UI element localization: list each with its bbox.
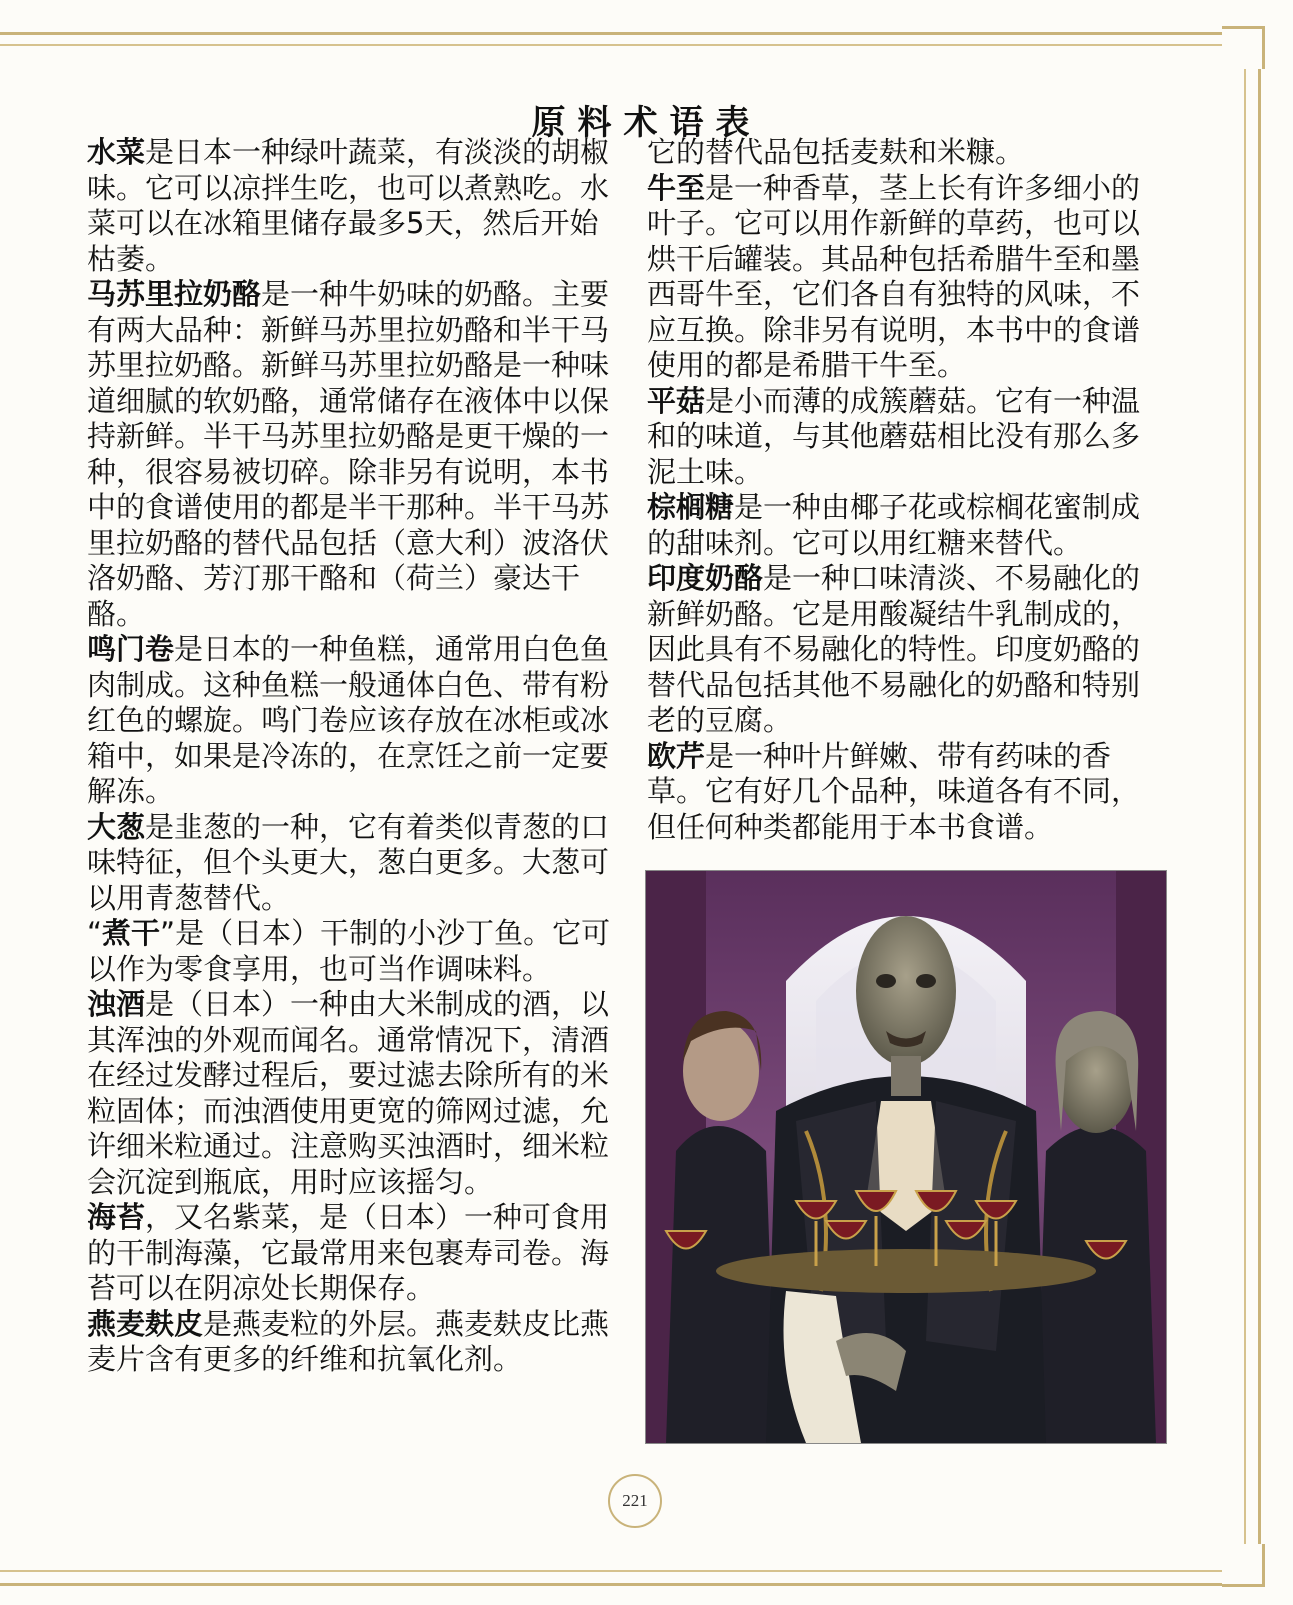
entry-term: 煮干 bbox=[102, 916, 161, 950]
entry-text: 是日本的一种鱼糕，通常用白色鱼肉制成。这种鱼糕一般通体白色、带有粉红色的螺旋。鸣门卷应该存放在冰柜或冰箱中，如果是冷冻的，在烹饪之前一定要解冻。 bbox=[87, 632, 610, 808]
entry-term: 鸣门卷 bbox=[87, 632, 175, 666]
glossary-right-column bbox=[647, 135, 1142, 845]
glossary-entry bbox=[647, 561, 1142, 739]
entry-term: 海苔 bbox=[87, 1200, 146, 1234]
entry-text: 是日本一种绿叶蔬菜，有淡淡的胡椒味。它可以凉拌生吃，也可以煮熟吃。水菜可以在冰箱里储存最多5天，然后开始枯萎。 bbox=[87, 135, 610, 276]
entry-term: 水菜 bbox=[87, 135, 146, 169]
entry-term: 印度奶酪 bbox=[647, 561, 764, 595]
entry-text: ”是（日本）干制的小沙丁鱼。它可以作为零食享用，也可当作调味料。 bbox=[87, 916, 611, 986]
entry-text: 是一种由椰子花或棕榈花蜜制成的甜味剂。它可以用红糖来替代。 bbox=[647, 490, 1141, 560]
frame-corner-ornament bbox=[1222, 1544, 1265, 1587]
entry-text: 是燕麦粒的外层。燕麦麸皮比燕麦片含有更多的纤维和抗氧化剂。 bbox=[87, 1306, 610, 1376]
page-number: 221 bbox=[608, 1474, 662, 1528]
glossary-entry bbox=[647, 739, 1142, 846]
entry-text: 是一种叶片鲜嫩、带有药味的香草。它有好几个品种，味道各有不同，但任何种类都能用于本书食谱。 bbox=[647, 738, 1141, 844]
entry-text: 是（日本）一种由大米制成的酒，以其浑浊的外观而闻名。通常情况下，清酒在经过发酵过程后，要过滤去除所有的米粒固体；而浊酒使用更宽的筛网过滤，允许细米粒通过。注意购买浊酒时，细米粒会沉淀到瓶底，用时应该摇匀。 bbox=[87, 987, 610, 1199]
entry-text: 它的替代品包括麦麸和米糠。 bbox=[647, 135, 1025, 169]
glossary-entry bbox=[647, 384, 1142, 491]
entry-term: 浊酒 bbox=[87, 987, 146, 1021]
illustration-zombie-butlers bbox=[645, 870, 1167, 1444]
entry-term: 平菇 bbox=[647, 383, 706, 418]
entry-quote-open: “ bbox=[87, 916, 103, 950]
entry-term: 牛至 bbox=[647, 170, 706, 205]
entry-text: 是小而薄的成簇蘑菇。它有一种温和的味道，与其他蘑菇相比没有那么多泥土味。 bbox=[647, 383, 1141, 489]
glossary-entry bbox=[87, 277, 617, 632]
entry-term: 燕麦麸皮 bbox=[87, 1306, 204, 1341]
entry-text: ，又名紫菜，是（日本）一种可食用的干制海藻，它最常用来包裹寿司卷。海苔可以在阴凉处长期保存。 bbox=[87, 1200, 610, 1305]
entry-text: 是韭葱的一种，它有着类似青葱的口味特征，但个头更大，葱白更多。大葱可以用青葱替代。 bbox=[87, 809, 610, 915]
entry-term: 大葱 bbox=[87, 809, 146, 844]
glossary-entry bbox=[87, 632, 617, 810]
page-title: 原料术语表 bbox=[531, 102, 762, 143]
glossary-entry bbox=[87, 916, 617, 987]
frame-corner-ornament bbox=[1222, 26, 1265, 69]
glossary-entry-continued bbox=[647, 135, 1142, 171]
glossary-entry bbox=[87, 810, 617, 917]
entry-text: 是一种牛奶味的奶酪。主要有两大品种：新鲜马苏里拉奶酪和半干马苏里拉奶酪。新鲜马苏里拉奶酪是一种味道细腻的软奶酪，通常储存在液体中以保持新鲜。半干马苏里拉奶酪是更干燥的一种，很容易被切碎。除非另有说明，本书中的食谱使用的都是半干那种。半干马苏里拉奶酪的替代品包括（意大利）波洛伏洛奶酪、芳汀那干酪和（荷兰）豪达干酪。 bbox=[87, 277, 610, 631]
glossary-entry bbox=[87, 135, 617, 277]
glossary-entry bbox=[647, 490, 1142, 561]
glossary-left-column bbox=[87, 135, 617, 1378]
entry-term: 棕榈糖 bbox=[647, 490, 735, 524]
glossary-entry bbox=[87, 987, 617, 1200]
glossary-entry bbox=[87, 1307, 617, 1378]
entry-term: 欧芹 bbox=[647, 738, 706, 773]
glossary-entry bbox=[87, 1200, 617, 1307]
entry-text: 是一种香草，茎上长有许多细小的叶子。它可以用作新鲜的草药，也可以烘干后罐装。其品种包括希腊牛至和墨西哥牛至，它们各自有独特的风味，不应互换。除非另有说明，本书中的食谱使用的都是希腊干牛至。 bbox=[647, 170, 1141, 382]
entry-term: 马苏里拉奶酪 bbox=[87, 277, 262, 311]
glossary-entry bbox=[647, 171, 1142, 384]
entry-text: 是一种口味清淡、不易融化的新鲜奶酪。它是用酸凝结牛乳制成的，因此具有不易融化的特性。印度奶酪的替代品包括其他不易融化的奶酪和特别老的豆腐。 bbox=[647, 561, 1141, 737]
